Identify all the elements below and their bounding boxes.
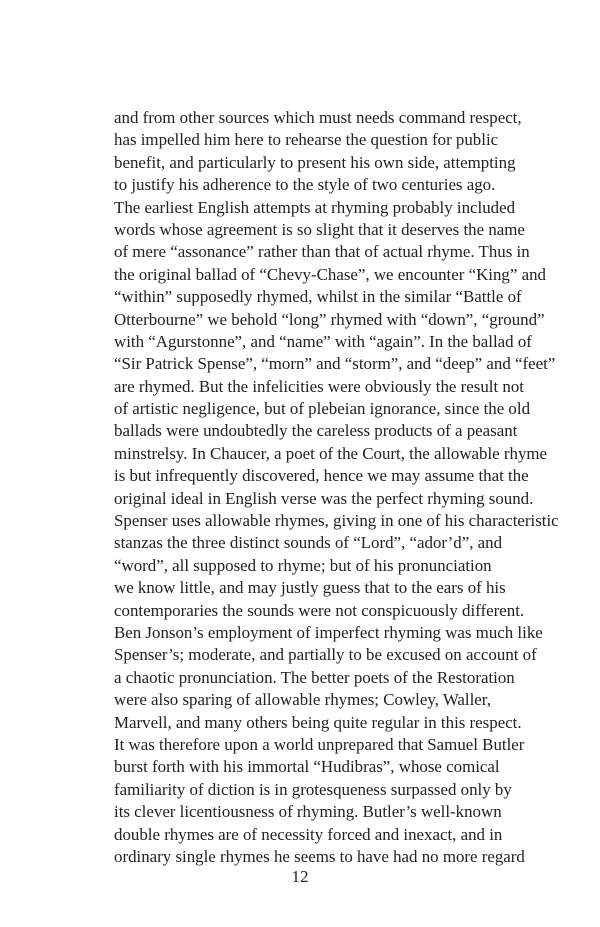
text-line: burst forth with his immortal “Hudibras”, whose comical <box>114 757 500 777</box>
text-line: ordinary single rhymes he seems to have had no more regard <box>114 846 525 866</box>
text-line: contemporaries the sounds were not conspicuously different. <box>114 600 525 620</box>
text-line: were also sparing of allowable rhymes; Cowley, Waller, <box>114 690 491 710</box>
text-line: Spenser uses allowable rhymes, giving in one of his characteristic <box>114 511 559 531</box>
text-line: ballads were undoubtedly the careless products of a peasant <box>114 421 518 441</box>
text-line: Spenser’s; moderate, and partially to be excused on account of <box>114 645 537 665</box>
text-line: “within” supposedly rhymed, whilst in the similar “Battle of <box>114 287 522 307</box>
text-line: words whose agreement is so slight that it deserves the name <box>114 219 525 239</box>
text-line: we know little, and may justly guess that to the ears of his <box>114 578 506 598</box>
text-line: It was therefore upon a world unprepared that Samuel Butler <box>114 734 525 754</box>
text-line: The earliest English attempts at rhyming probably included <box>114 197 516 217</box>
text-line: the original ballad of “Chevy-Chase”, we encounter “King” and <box>114 264 546 284</box>
text-line: familiarity of diction is in grotesqueness surpassed only by <box>114 779 512 799</box>
text-line: are rhymed. But the infelicities were obviously the result not <box>114 376 524 396</box>
text-line: “Sir Patrick Spense”, “morn” and “storm”, and “deep” and “feet” <box>114 354 556 374</box>
text-line: its clever licentiousness of rhyming. Butler’s well-known <box>114 802 502 822</box>
text-line: double rhymes are of necessity forced and inexact, and in <box>114 824 503 844</box>
text-line: minstrelsy. In Chaucer, a poet of the Court, the allowable rhyme <box>114 443 548 463</box>
text-line: has impelled him here to rehearse the question for public <box>114 130 499 150</box>
text-line: “word”, all supposed to rhyme; but of his pronunciation <box>114 555 492 575</box>
text-line: of artistic negligence, but of plebeian ignorance, since the old <box>114 399 531 419</box>
text-line: to justify his adherence to the style of two centuries ago. <box>114 175 496 195</box>
text-line: and from other sources which must needs command respect, <box>114 108 522 127</box>
text-line: a chaotic pronunciation. The better poets of the Restoration <box>114 667 515 687</box>
text-line: benefit, and particularly to present his own side, attempting <box>114 152 516 172</box>
body-text <box>114 107 559 868</box>
text-line: original ideal in English verse was the perfect rhyming sound. <box>114 488 534 508</box>
text-line: stanzas the three distinct sounds of “Lord”, “ador’d”, and <box>114 533 503 553</box>
page-number: 12 <box>291 867 309 886</box>
text-line: Marvell, and many others being quite regular in this respect. <box>114 712 522 732</box>
text-line: is but infrequently discovered, hence we may assume that the <box>114 466 529 486</box>
text-line: of mere “assonance” rather than that of actual rhyme. Thus in <box>114 242 530 262</box>
text-line: Otterbourne” we behold “long” rhymed with “down”, “ground” <box>114 309 545 329</box>
text-line: with “Agurstonne”, and “name” with “again”. In the ballad of <box>114 331 532 351</box>
text-line: Ben Jonson’s employment of imperfect rhyming was much like <box>114 622 543 642</box>
